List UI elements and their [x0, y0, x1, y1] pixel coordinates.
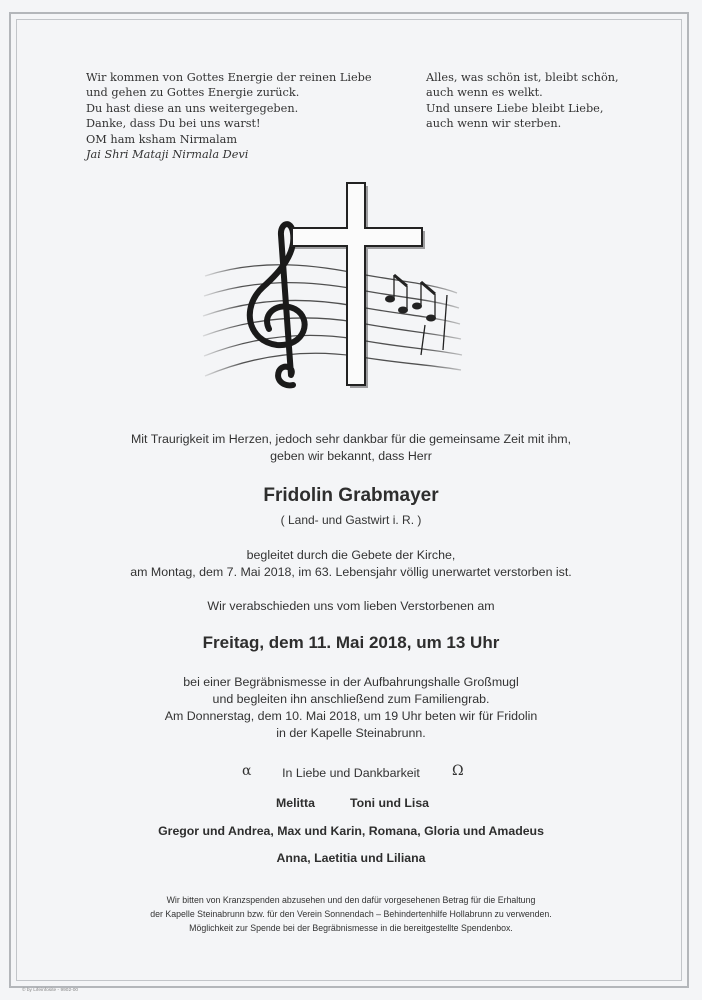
death-notice-line: am Montag, dem 7. Mai 2018, im 63. Lebensjahr völlig unerwartet verstorben ist.	[130, 565, 572, 579]
funeral-details-line: bei einer Begräbnismesse in der Aufbahrungshalle Großmugl	[183, 675, 519, 689]
death-notice	[0, 547, 702, 581]
mourners-line-3: Anna, Laetitia und Liliana	[276, 851, 426, 865]
mourner-toni-lisa: Toni und Lisa	[350, 796, 430, 810]
verse-left-italic-line: Jai Shri Mataji Nirmala Devi	[86, 148, 249, 162]
verse-left-line: OM ham ksham Nirmalam	[86, 132, 238, 146]
donation-note-line: der Kapelle Steinabrunn bzw. für den Verein Sonnendach – Behindertenhilfe Hollabrunn zu verwenden.	[150, 908, 552, 919]
verse-left-line: Danke, dass Du bei uns warst!	[86, 117, 261, 131]
verse-right-line: auch wenn wir sterben.	[426, 117, 562, 131]
verse-right-line: Alles, was schön ist, bleibt schön,	[426, 71, 619, 84]
verse-left	[86, 70, 372, 162]
donation-note	[0, 894, 702, 935]
omega-symbol: Ω	[452, 763, 464, 779]
verse-left-line: Du hast diese an uns weitergegeben.	[86, 101, 299, 115]
death-notice-line: begleitet durch die Gebete der Kirche,	[246, 548, 456, 562]
footer-copyright: © by Lifeinfosite - 9902-00	[22, 988, 79, 993]
donation-note-line: Wir bitten von Kranzspenden abzusehen und den dafür vorgesehenen Betrag für die Erhaltung	[166, 895, 536, 905]
verse-right-line: Und unsere Liebe bleibt Liebe,	[426, 101, 604, 115]
intro-text	[0, 431, 702, 465]
mourners-line-2: Gregor und Andrea, Max und Karin, Romana, Gloria und Amadeus	[158, 824, 544, 838]
deceased-title: ( Land- und Gastwirt i. R. )	[280, 513, 422, 527]
verse-right-line: auch wenn es welkt.	[426, 86, 543, 100]
verse-left-line: und gehen zu Gottes Energie zurück.	[86, 86, 300, 100]
donation-note-line: Möglichkeit zur Spende bei der Begräbnismesse in die bereitgestellte Spendenbox.	[189, 922, 513, 933]
verse-right	[426, 70, 619, 132]
funeral-details-line: in der Kapelle Steinabrunn.	[276, 726, 426, 740]
cross-with-treble-clef-and-music-staff-icon	[195, 175, 475, 395]
funeral-details	[0, 674, 702, 742]
farewell-intro: Wir verabschieden uns vom lieben Verstorbenen am	[207, 599, 495, 613]
mourner-melitta: Melitta	[276, 796, 315, 810]
intro-line: Mit Traurigkeit im Herzen, jedoch sehr dankbar für die gemeinsame Zeit mit ihm,	[130, 432, 572, 446]
closing-text: In Liebe und Dankbarkeit	[282, 766, 420, 780]
funeral-date: Freitag, dem 11. Mai 2018, um 13 Uhr	[202, 633, 500, 652]
verse-left-line: Wir kommen von Gottes Energie der reinen Liebe	[86, 71, 372, 84]
funeral-details-line: Am Donnerstag, dem 10. Mai 2018, um 19 Uhr beten wir für Fridolin	[164, 709, 538, 723]
funeral-details-line: und begleiten ihn anschließend zum Familiengrab.	[212, 692, 490, 706]
alpha-symbol: α	[242, 763, 252, 779]
deceased-name: Fridolin Grabmayer	[263, 485, 439, 506]
intro-line: geben wir bekannt, dass Herr	[270, 449, 432, 463]
